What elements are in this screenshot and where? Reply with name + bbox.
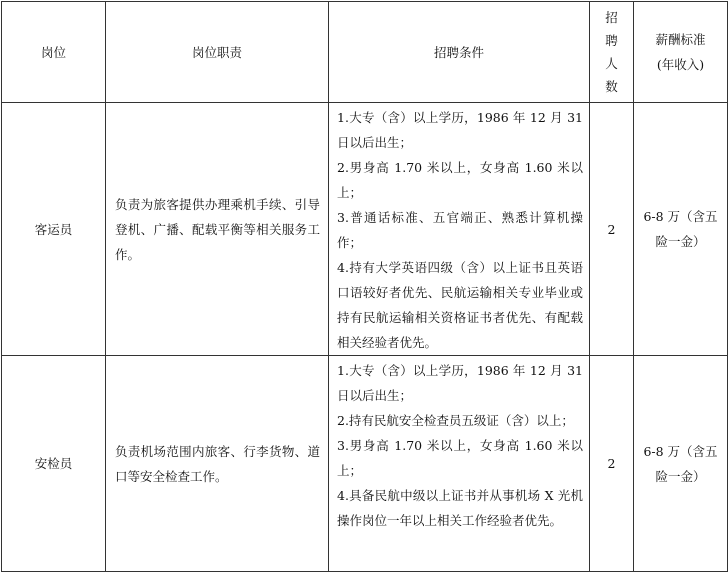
- recruitment-table: [1, 1, 728, 572]
- requirement-item: 4.持有大学英语四级（含）以上证书且英语口语较好者优先、民航运输相关专业毕业或持有民航运输相关资格证书者优先、有配载相关经验者优先。: [337, 260, 583, 350]
- cell-requirements: [329, 103, 590, 356]
- header-salary-line2: (年收入): [656, 57, 705, 72]
- requirement-item: 4.具备民航中级以上证书并从事机场 X 光机操作岗位一年以上相关工作经验者优先。: [337, 488, 583, 528]
- header-headcount: [590, 2, 634, 103]
- header-position: 岗位: [2, 2, 106, 103]
- header-headcount-char: 人: [605, 56, 618, 71]
- requirement-item: 2.男身高 1.70 米以上，女身高 1.60 米以上；: [337, 160, 583, 200]
- table-row: [2, 356, 728, 572]
- header-headcount-char: 招: [605, 10, 618, 25]
- header-salary-line1: 薪酬标准: [655, 32, 706, 47]
- cell-duty: 负责为旅客提供办理乘机手续、引导登机、广播、配载平衡等相关服务工作。: [106, 103, 329, 356]
- requirement-item: 1.大专（含）以上学历，1986 年 12 月 31 日以后出生；: [337, 110, 583, 150]
- cell-salary: 6-8 万（含五险一金）: [634, 356, 728, 572]
- cell-position: 客运员: [2, 103, 106, 356]
- cell-headcount: 2: [590, 103, 634, 356]
- cell-salary: 6-8 万（含五险一金）: [634, 103, 728, 356]
- requirement-item: 3.普通话标准、五官端正、熟悉计算机操作；: [337, 210, 583, 250]
- header-salary: [634, 2, 728, 103]
- cell-requirements: [329, 356, 590, 572]
- cell-position: 安检员: [2, 356, 106, 572]
- header-headcount-char: 聘: [605, 33, 618, 48]
- requirement-item: 3.男身高 1.70 米以上，女身高 1.60 米以上；: [337, 438, 583, 478]
- header-headcount-char: 数: [605, 79, 618, 94]
- requirement-item: 2.持有民航安全检查员五级证（含）以上；: [337, 413, 574, 428]
- cell-duty: 负责机场范围内旅客、行李货物、道口等安全检查工作。: [106, 356, 329, 572]
- requirement-item: 1.大专（含）以上学历，1986 年 12 月 31 日以后出生；: [337, 363, 583, 403]
- header-requirements: 招聘条件: [329, 2, 590, 103]
- cell-headcount: 2: [590, 356, 634, 572]
- header-duty: 岗位职责: [106, 2, 329, 103]
- header-row: [2, 2, 728, 103]
- table-row: [2, 103, 728, 356]
